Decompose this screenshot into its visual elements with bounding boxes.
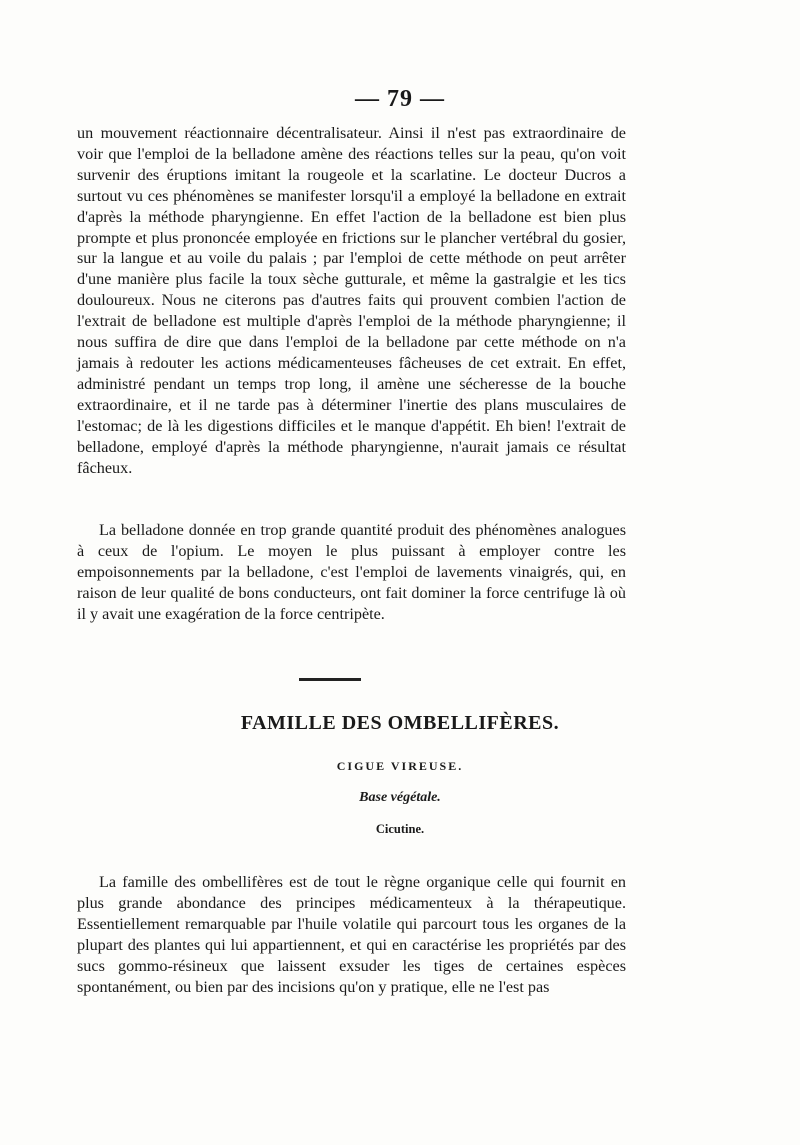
base-label: Base végétale.	[359, 790, 441, 805]
paragraph-text: La belladone donnée en trop grande quantité produit des phénomènes analogues à ceux de l'opium. Le moyen le plus puissant à employer contre les empoisonnements par la belladone, c'est l'emploi de lavements vinaigrés, qui, en raison de leur qualité de bons conducteurs, ont fait dominer la force centrifuge là où il y avait une exagération de la force centripète.	[77, 521, 626, 623]
body-paragraph-1	[77, 123, 626, 478]
page-number: — 79 —	[355, 86, 445, 112]
body-paragraph-3	[77, 872, 626, 997]
section-heading: FAMILLE DES OMBELLIFÈRES.	[240, 712, 560, 734]
compound-label: Cicutine.	[375, 822, 425, 836]
paragraph-text: un mouvement réactionnaire décentralisateur. Ainsi il n'est pas extraordinaire de voir que l'emploi de la belladone amène des réactions telles sur la peau, qu'on voit survenir des éruptions imitant la rougeole et la scarlatine. Le docteur Ducros a surtout vu ces phénomènes se manifester lorsqu'il a employé la belladone en extrait d'après la méthode pharyngienne. En effet l'action de la belladone est bien plus prompte et plus prononcée employée en frictions sur le plancher vertébral du gosier, sur la langue et au voile du palais ; par l'emploi de cette méthode on peut arrêter d'une manière plus facile la toux sèche gutturale, et même la gastralgie et les tics douloureux. Nous ne citerons pas d'autres faits qui prouvent combien l'action de l'extrait de belladone est multiple d'après l'emploi de la méthode pharyngienne; il nous suffira de dire que dans l'emploi de la belladone par cette méthode on n'a jamais à redouter les actions médicamenteuses fâcheuses de cet extrait. En effet, administré pendant un temps trop long, il amène une sécheresse de la bouche extraordinaire, et il ne tarde pas à déterminer l'inertie des plans musculaires de l'estomac; de là les digestions difficiles et le manque d'appétit. Eh bien! l'extrait de belladone, employé d'après la méthode pharyngienne, n'aurait jamais ce résultat fâcheux.	[77, 124, 626, 477]
paragraph-text: La famille des ombellifères est de tout le règne organique celle qui fournit en plus grande abondance des principes médicamenteux à la thérapeutique. Essentiellement remarquable par l'huile volatile qui parcourt tous les organes de la plupart des plantes qui lui appartiennent, et qui en caractérise les propriétés par des sucs gommo-résineux que laissent exsuder les tiges de certaines espèces spontanément, ou bien par des incisions qu'on y pratique, elle ne l'est pas	[77, 873, 626, 996]
plant-subheading: CIGUE VIREUSE.	[336, 759, 464, 773]
body-paragraph-2	[77, 520, 626, 625]
section-divider	[299, 678, 361, 681]
